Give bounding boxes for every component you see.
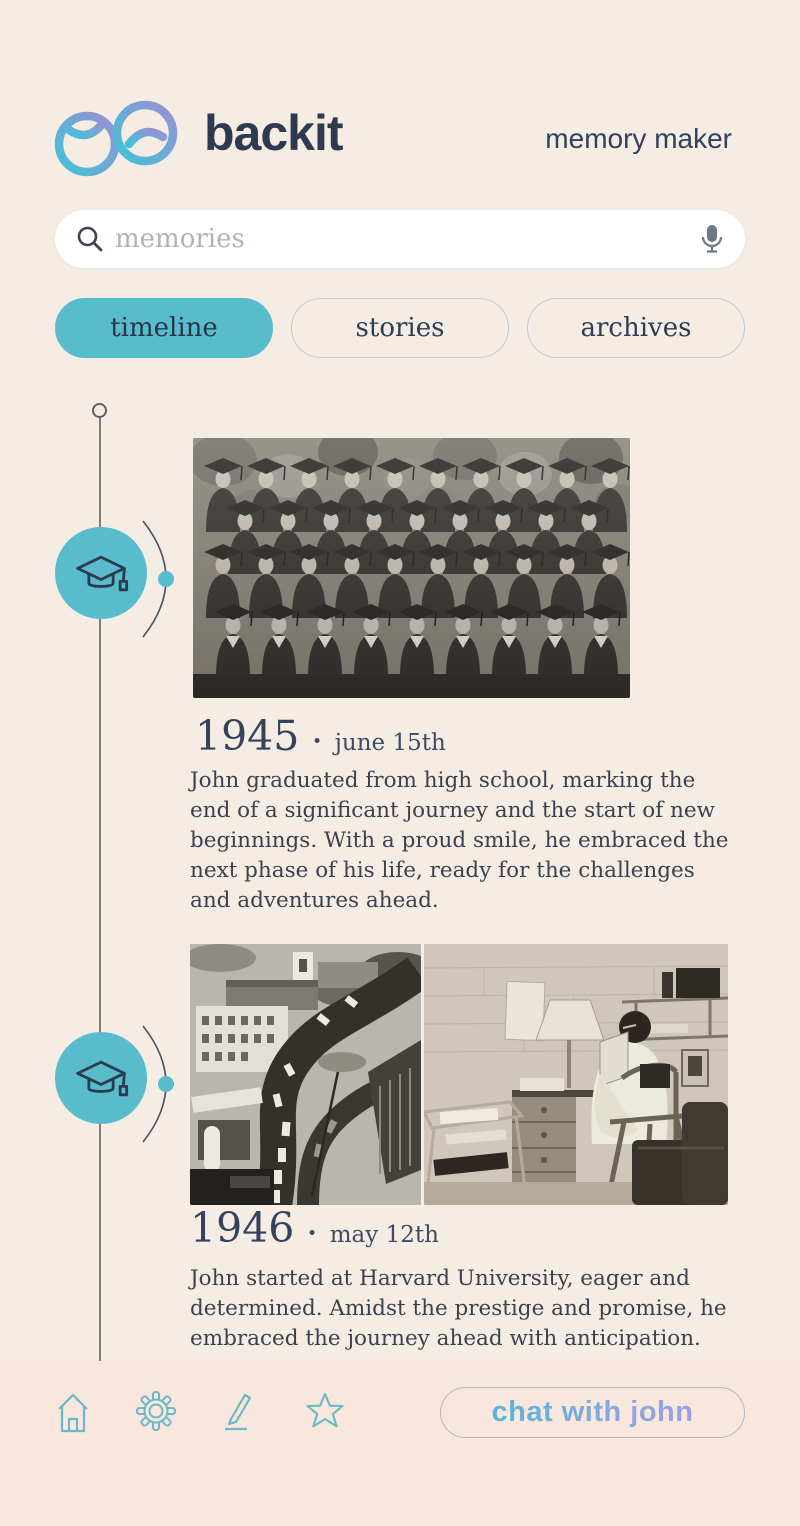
chat-with-john-button[interactable] <box>440 1387 745 1438</box>
entry-1946-date-row <box>190 1204 439 1252</box>
graduation-cap-icon <box>73 1050 129 1106</box>
chat-button-label: chat with john <box>491 1396 694 1428</box>
search-input[interactable] <box>115 211 670 267</box>
home-icon <box>56 1391 90 1433</box>
tab-bar <box>55 298 745 358</box>
date-separator: · <box>312 726 322 757</box>
timeline-connector <box>139 514 191 644</box>
entry-description: John graduated from high school, marking the end of a significant journey and the start of new beginnings. With a proud smile, he embraced the next phase of his life, ready for the challenges and adventures ahead. <box>190 768 729 913</box>
photo-graduation-class[interactable] <box>193 438 630 698</box>
magnifier-icon[interactable] <box>76 225 104 253</box>
entry-date: may 12th <box>329 1222 439 1248</box>
backit-logo-icon <box>54 97 184 181</box>
tab-timeline[interactable] <box>55 298 273 358</box>
bottom-nav-bar <box>0 1361 800 1526</box>
tab-timeline-label: timeline <box>110 313 218 343</box>
settings-gear-icon <box>136 1391 176 1431</box>
entry-date: june 15th <box>334 730 446 756</box>
compose-button[interactable] <box>221 1389 255 1433</box>
date-separator: · <box>307 1218 317 1249</box>
entry-year: 1945 <box>195 712 300 760</box>
star-icon <box>305 1392 345 1430</box>
compose-pencil-icon <box>221 1389 255 1433</box>
timeline-connector <box>139 1019 191 1149</box>
tab-stories[interactable] <box>291 298 509 358</box>
timeline-start-circle <box>92 403 107 418</box>
connector-dot <box>158 571 174 587</box>
milestone-badge-graduation[interactable] <box>55 527 147 619</box>
tab-stories-label: stories <box>355 313 445 343</box>
entry-year: 1946 <box>190 1204 295 1252</box>
microphone-icon <box>698 223 726 255</box>
photo-harvard-square-aerial[interactable] <box>190 944 421 1205</box>
app-name: backit <box>204 105 343 161</box>
milestone-badge-university[interactable] <box>55 1032 147 1124</box>
microphone-button[interactable] <box>697 223 727 255</box>
tab-archives-label: archives <box>580 313 692 343</box>
entry-description: John started at Harvard University, eager and determined. Amidst the prestige and promise, he embraced the journey ahead with anticipation. <box>190 1266 727 1351</box>
settings-button[interactable] <box>136 1391 176 1431</box>
favorites-button[interactable] <box>305 1392 345 1430</box>
home-button[interactable] <box>56 1391 90 1433</box>
tab-archives[interactable] <box>527 298 745 358</box>
connector-dot <box>158 1076 174 1092</box>
entry-1945-date-row <box>195 712 446 760</box>
graduation-cap-icon <box>73 545 129 601</box>
app-tagline: memory maker <box>545 123 732 154</box>
search-bar <box>55 210 745 268</box>
photo-student-studying[interactable] <box>424 944 728 1205</box>
